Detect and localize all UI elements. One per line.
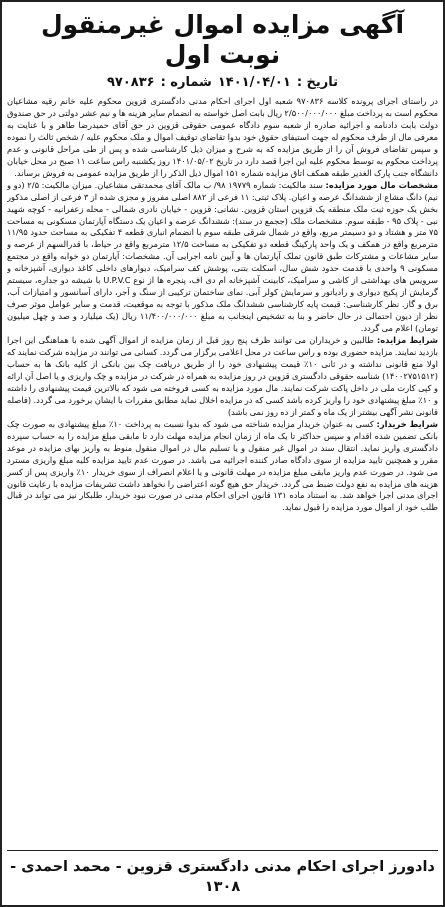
specs-heading: مشخصات مال مورد مزایده: [325, 179, 438, 190]
notice-body [7, 96, 438, 844]
auction-terms-heading: شرایط مزایده: [376, 335, 438, 346]
buyer-terms-heading: شرایط خریدار: [376, 418, 438, 429]
auction-terms-text: طالبین و خریداران می توانند ظرف پنج روز قبل از زمان مزایده از اموال آگهی شده با هماهنگی این اجرا بازدید نمایند. مزایده حضوری بوده و راس ساعت در محل اعلامی برگزار می گردد. کسانی می توانند در مزایده شرکت نمایند که اولا منع قانونی نداشته و در ثانی ۱۰٪ قیمت پیشنهادی خود را از طریق دریافت چک بین بانکی از کلیه بانک ها به حساب (۱۴۰۰۲۷۵۱۵۱۲) شناسه حقوقی دادگستری قزوین در روز مزایده به همراه در شرکت در مزایده و چک واریزی و یا اصل آن ارائه و کپی کارت ملی در داخل پاکت شرکت نمایند. مال مورد مزایده به کسی فروخته می شود که بالاترین قیمت پیشنهادی را داشته و ۱۰٪ مبلغ پیشنهادی خود را واریز کرده باشد کسی که در مزایده اخلال نماید مطابق مقررات با ایشان برخورد می گردد. (فاصله قانونی نشر آگهی بیشتر از یک ماه و کمتر از ده روز نمی باشد) [7, 335, 438, 417]
notice-title: آگهی مزایده اموال غیرمنقول نوبت اول [40, 10, 405, 69]
buyer-terms-text: کسی به عنوان خریدار مزایده شناخته می شود که بدوا نسبت به پرداخت ۱۰٪ مبلغ پیشنهادی به صورت چک بانکی تضمین شده اقدام و سپس حداکثر تا یک ماه از زمان انجام مزایده مهلت دارد تا مابقی مبلغ مزایده را به حساب سپرده دادگستری واریز نماید. انتقال سند در اموال غیر منقول و یا تسلیم مال در اموال منقول منوط به واریز بهای مزایده در موعد مقرر و همچنین تایید مزایده از سوی دادگاه صادر کننده اجرائیه می باشد. در صورت عدم تایید مزایده کلیه مبلغ واریزی مسترد می شود. در صورت عدم واریز مابقی مبلغ مزایده در مهلت قانونی و یا اعلام انصراف از سوی خریدار ۱۰٪ واریزی پس از کسر هزینه های مزایده به نفع دولت ضبط می گردد. خریدار حق هیچ گونه اعتراضی را نخواهد داشت تشریفات مزایده با رعایت قانون اجرای مدنی اجرا خواهد شد. به استناد ماده ۱۳۱ قانون اجرای احکام مدنی در صورت نبود خریدار، طلبکار نیز می تواند در قبال طلب خود از اموال مورد مزایده را قبول نماید. [7, 418, 438, 513]
date-value: ۱۴۰۱/۰۴/۰۱ [217, 75, 291, 90]
number-value: ۹۷۰۸۳۶ [106, 75, 155, 90]
auction-terms-paragraph [7, 335, 438, 419]
date-label: تاریخ : [296, 75, 339, 90]
notice-meta [7, 74, 438, 92]
intro-paragraph: در راستای اجرای پرونده کلاسه ۹۷۰۸۳۶ شعبه اول اجرای احکام مدنی دادگستری قزوین محکوم علیه خانم رقیه مشاعیان محکوم است به پرداخت مبلغ ۲/۵۰۰/۰۰۰/۰۰۰ ریال بابت اصل خواسته به انضمام سایر هزینه ها و نیم عشر دولتی در حق صندوق دولت بابت دادنامه و اجرائیه صادره از شعبه سوم دادگاه عمومی حقوقی قزوین در حق آقای حمیدرضا طاهر و با عنایت به معرفی مال از طرف محکوم له جهت استیفای حقوق خود بدوا تقاضای توقیف اموال و ملک محکوم علیه / شخص ثالث را نموده و سپس تقاضای فروش آن را از طریق مزایده که به شرح و میزان ذیل کارشناسی شده و پس از طی مراحل قانونی و عدم پرداخت محکوم به توسط محکوم علیه این اجرا قصد دارد در تاریخ ۱۴۰۱/۰۵/۰۲ روز یکشنبه راس ساعت ۱۱ صبح در محل خیابان دانشگاه جنب پارک الغدیر طبقه همکف اتاق مزایده شماره ۱۵۱ اموال ذیل الذکر را از طریق مزایده عمومی به فروش برساند. [7, 96, 438, 178]
specs-paragraph [7, 180, 438, 335]
notice-footer-signature: دادورز اجرای احکام مدنی دادگستری قزوین - محمد احمدی - ۱۳۰۸ [7, 850, 438, 897]
specs-text: سند مالکیت: شماره ۱۹۷۷۹ ۹۸/ ب مالک آقای محمدتقی مشاعیان. میزان مالکیت: ۲/۵ (دو و نیم) دانگ مشاع از ششدانگ عرصه و اعیان. پلاک ثبتی: ۱۱ فرعی از ۸۸۲ اصلی مفروز و مجزی شده از ۳ فرعی از اصلی مذکور بخش یک حوزه ثبت ملک منطقه یک قزوین استان قزوین. نشانی: قزوین - خیابان نادری شمالی - محله زعفرانیه - کوچه شهید نبی - پلاک ۹۵ - طبقه سوم. مشخصات ملک (ججمع در سند): ششدانگ عرصه و اعیان یک دستگاه آپارتمان مسکونی به مساحت ۷۵ متر و هشتاد و دو دسیمتر مربع، واقع در شمال شرقی طبقه سوم با انضمام انباری قطعه ۴ تفکیکی به مساحت حدود ۱۱/۹۵ مترمربع واقع در همکف و یک واحد پارکینگ قطعه دو تفکیکی به مساحت ۱۲/۵ مترمربع واقع در حیاط، با قدرالسهم از عرصه و سایر مشاعات و مشترکات طبق قانون تملک آپارتمان ها و آیین نامه اجرایی آن. مشخصات: آپارتمان دو خوابه واقع در مجتمع مسکونی ۹ واحدی با قدمت حدود شش سال، اسکلت بتنی، پوشش کف سرامیک، دیوارهای داخلی کاغذ دیواری، آشپزخانه و سرویس های بهداشتی از کاشی و سرامیک، کابینت آشپزخانه ام دی اف، پنجره ها از نوع U.P.V.C با شیشه دو جداره، سیستم گرمایش از پکیج دیواری و رادیاتور و سرمایش کولر آبی. نمای ساختمان ترکیبی از سنگ و آجر، دارای آسانسور و امتیازات آب، برق و گاز. نظر کارشناسی: قیمت پایه کارشناسی ششدانگ ملک مذکور با توجه به موقعیت، قدمت و سایر عوامل موثر صرف نظر از دیون احتمالی در حال حاضر و بنا به تشخیص اینجانب به مبلغ ۱۱/۴۰۰/۰۰۰/۰۰۰ ریال (یک میلیارد و صد و چهل میلیون تومان) اعلام می گردد. [7, 179, 438, 334]
buyer-terms-paragraph [7, 419, 438, 515]
number-label: شماره : [160, 75, 212, 90]
